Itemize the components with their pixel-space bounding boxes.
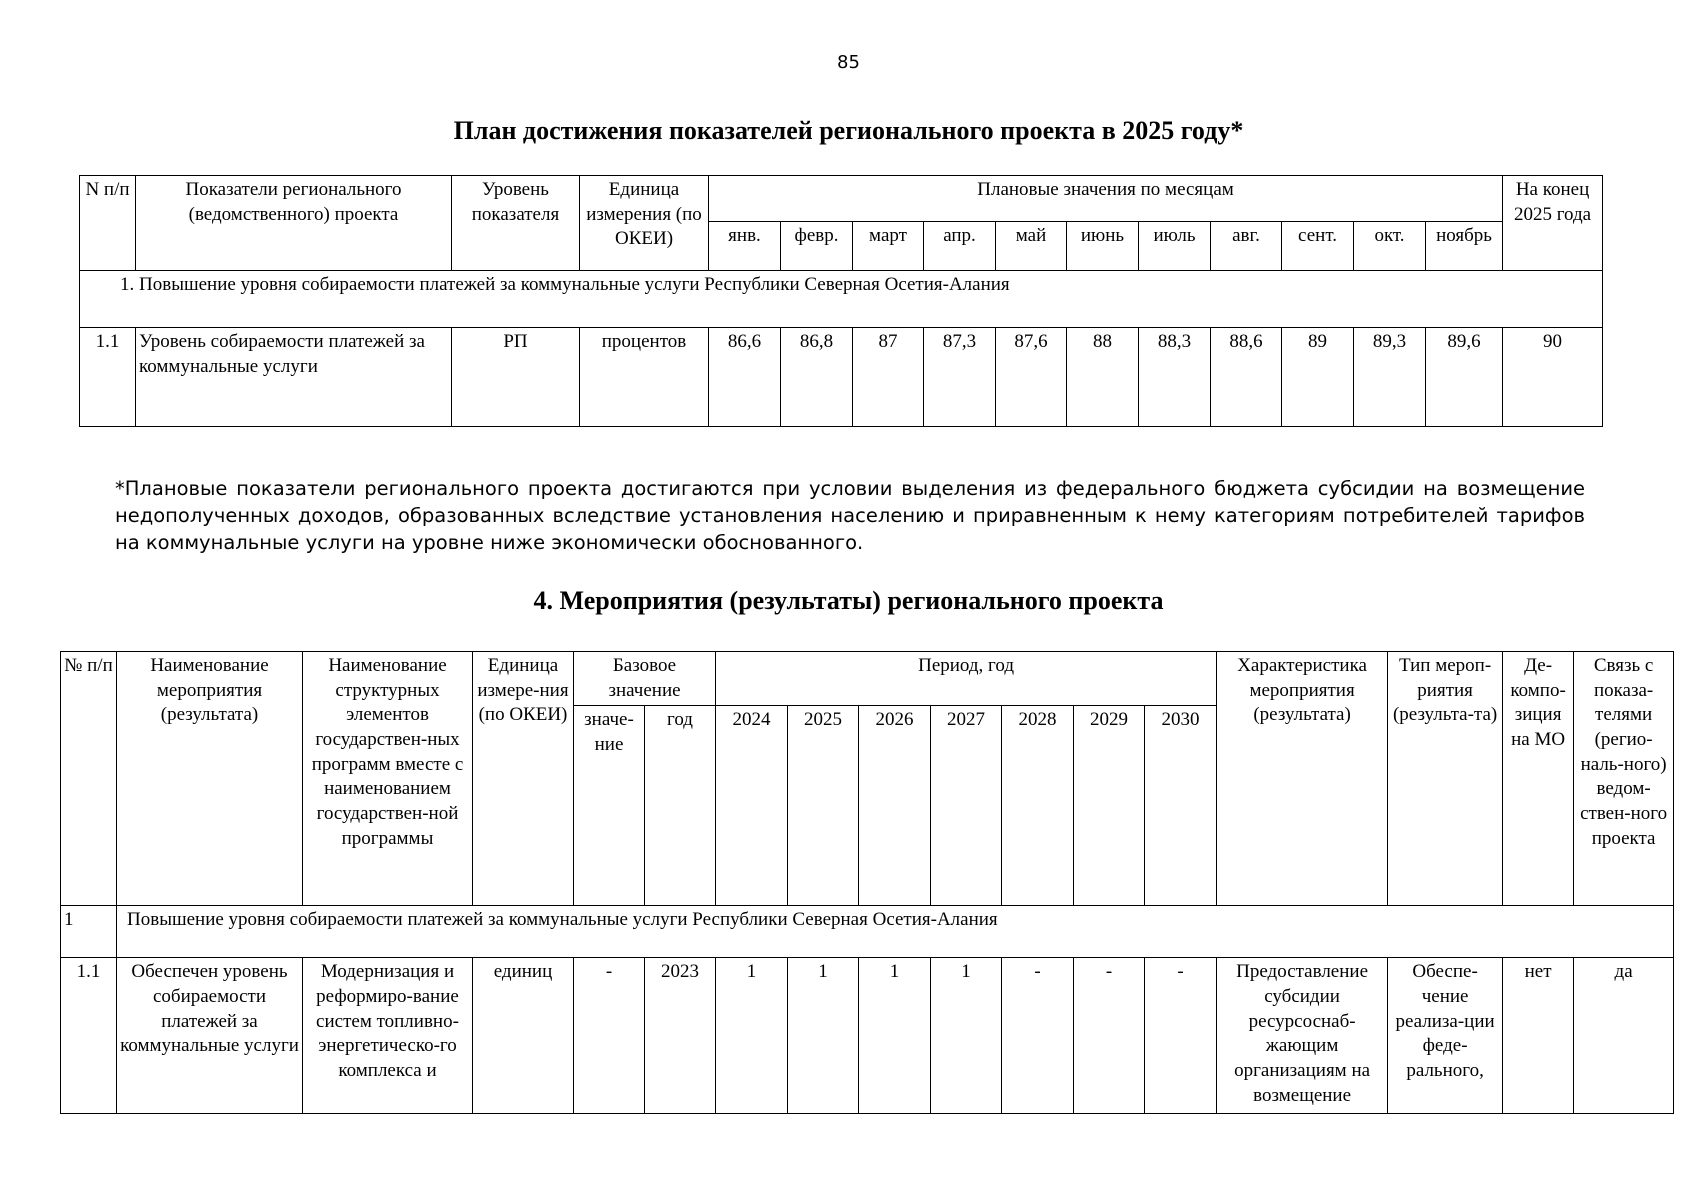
header-base-value: значе-ние: [574, 706, 645, 906]
section1-title: План достижения показателей регионального проекта в 2025 году*: [453, 116, 1244, 145]
year-header: 2024: [716, 706, 788, 906]
header-monthly: Плановые значения по месяцам: [709, 176, 1503, 222]
header-base-year: год: [645, 706, 716, 906]
year-header: 2026: [859, 706, 931, 906]
month-value: 87,6: [996, 328, 1067, 427]
month-header: март: [853, 222, 924, 271]
row-struct: Модернизация и реформиро-вание систем топливно-энергетическо-го комплекса и: [303, 958, 473, 1114]
month-value: 88,6: [1211, 328, 1282, 427]
row-type: Обеспе-чение реализа-ции феде-рального,: [1388, 958, 1503, 1114]
row-unit: процентов: [580, 328, 709, 427]
year-value: 1: [859, 958, 931, 1114]
month-value: 88,3: [1139, 328, 1211, 427]
header-unit: Единица измерения (по ОКЕИ): [580, 176, 709, 271]
row-link: да: [1574, 958, 1674, 1114]
year-value: -: [1002, 958, 1074, 1114]
month-header: февр.: [781, 222, 853, 271]
header-num: N п/п: [80, 176, 136, 271]
header-struct: Наименование структурных элементов государствен-ных программ вместе с наименованием государствен-ной программы: [303, 652, 473, 906]
year-header: 2028: [1002, 706, 1074, 906]
group-num: 1: [61, 906, 117, 958]
month-value: 86,8: [781, 328, 853, 427]
row-decomp: нет: [1503, 958, 1574, 1114]
header-name: Наименование мероприятия (результата): [117, 652, 303, 906]
header-level: Уровень показателя: [452, 176, 580, 271]
row-num: 1.1: [61, 958, 117, 1114]
header-indicator: Показатели регионального (ведомственного) проекта: [136, 176, 452, 271]
year-header: 2029: [1074, 706, 1145, 906]
month-header: июль: [1139, 222, 1211, 271]
month-header: окт.: [1354, 222, 1426, 271]
row-indicator: Уровень собираемости платежей за коммунальные услуги: [136, 328, 452, 427]
month-header: ноябрь: [1426, 222, 1503, 271]
month-header: июнь: [1067, 222, 1139, 271]
header-unit: Единица измере-ния (по ОКЕИ): [473, 652, 574, 906]
header-decomp: Де-компо-зиция на МО: [1503, 652, 1574, 906]
activities-table: [60, 651, 1674, 1114]
month-value: 87: [853, 328, 924, 427]
month-value: 89,6: [1426, 328, 1503, 427]
indicators-plan-table: [79, 175, 1603, 427]
year-value: -: [1074, 958, 1145, 1114]
row-unit: единиц: [473, 958, 574, 1114]
month-header: авг.: [1211, 222, 1282, 271]
row-year-end: 90: [1503, 328, 1603, 427]
header-num: № п/п: [61, 652, 117, 906]
month-value: 89: [1282, 328, 1354, 427]
row-base-value: -: [574, 958, 645, 1114]
year-header: 2027: [931, 706, 1002, 906]
month-header: апр.: [924, 222, 996, 271]
row-level: РП: [452, 328, 580, 427]
header-base: Базовое значение: [574, 652, 716, 706]
month-value: 87,3: [924, 328, 996, 427]
page-number: 85: [837, 52, 860, 73]
row-num: 1.1: [80, 328, 136, 427]
year-value: 1: [716, 958, 788, 1114]
month-header: янв.: [709, 222, 781, 271]
header-year-end: На конец 2025 года: [1503, 176, 1603, 271]
row-characteristic: Предоставление субсидии ресурсоснаб-жающим организациям на возмещение: [1217, 958, 1388, 1114]
year-header: 2030: [1145, 706, 1217, 906]
header-period: Период, год: [716, 652, 1217, 706]
header-type: Тип мероп-риятия (результа-та): [1388, 652, 1503, 906]
year-value: 1: [931, 958, 1002, 1114]
row-base-year: 2023: [645, 958, 716, 1114]
header-link: Связь с показа-телями (регио-наль-ного) ведом-ствен-ного проекта: [1574, 652, 1674, 906]
month-value: 86,6: [709, 328, 781, 427]
month-header: май: [996, 222, 1067, 271]
group-row: Повышение уровня собираемости платежей за коммунальные услуги Республики Северная Осетия-Алания: [117, 906, 1674, 958]
group-row: 1. Повышение уровня собираемости платежей за коммунальные услуги Республики Северная Осетия-Алания: [80, 271, 1603, 328]
row-name: Обеспечен уровень собираемости платежей за коммунальные услуги: [117, 958, 303, 1114]
month-value: 89,3: [1354, 328, 1426, 427]
year-value: -: [1145, 958, 1217, 1114]
header-characteristic: Характеристика мероприятия (результата): [1217, 652, 1388, 906]
section2-title: 4. Мероприятия (результаты) регионального проекта: [533, 586, 1164, 615]
year-header: 2025: [788, 706, 859, 906]
footnote: *Плановые показатели регионального проекта достигаются при условии выделения из федерального бюджета субсидии на возмещение недополученных доходов, образованных вследствие установления населению и приравненным к нему категориям потребителей тарифов на коммунальные услуги на уровне ниже экономически обоснованного.: [115, 477, 1585, 554]
year-value: 1: [788, 958, 859, 1114]
month-header: сент.: [1282, 222, 1354, 271]
month-value: 88: [1067, 328, 1139, 427]
